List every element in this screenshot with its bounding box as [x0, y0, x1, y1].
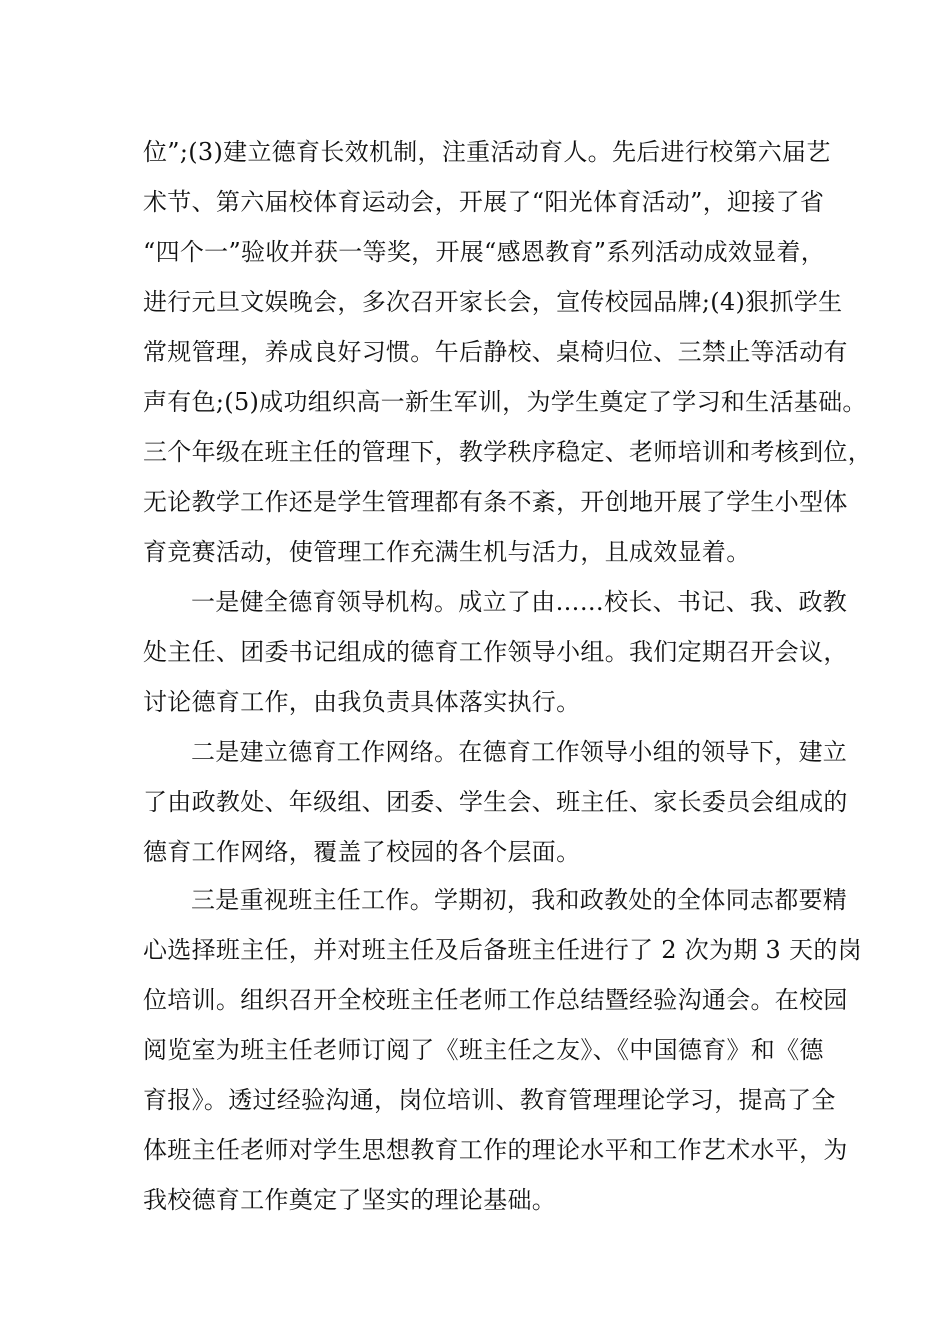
text-line: 育竞赛活动，使管理工作充满生机与活力，且成效显着。 [143, 538, 751, 566]
text-line: 体班主任老师对学生思想教育工作的理论水平和工作艺术水平，为 [143, 1136, 848, 1164]
paragraph-first-line: 二是建立德育工作网络。在德育工作领导小组的领导下，建立 [191, 738, 848, 766]
text-line: 常规管理，养成良好习惯。午后静校、桌椅归位、三禁止等活动有 [143, 338, 848, 366]
text-line: 处主任、团委书记组成的德育工作领导小组。我们定期召开会议， [143, 638, 848, 666]
text-line: 育报》。透过经验沟通，岗位培训、教育管理理论学习，提高了全 [143, 1086, 836, 1114]
text-line: 我校德育工作奠定了坚实的理论基础。 [143, 1186, 557, 1214]
text-line: “四个一”验收并获一等奖，开展“感恩教育”系列活动成效显着， [143, 238, 826, 266]
paragraph-first-line: 一是健全德育领导机构。成立了由……校长、书记、我、政教 [191, 588, 848, 616]
text-line: 位培训。组织召开全校班主任老师工作总结暨经验沟通会。在校园 [143, 986, 848, 1014]
text-line: 阅览室为班主任老师订阅了《班主任之友》、《中国德育》和《德 [143, 1036, 824, 1064]
text-line: 德育工作网络，覆盖了校园的各个层面。 [143, 838, 581, 866]
text-line: 声有色;(5)成功组织高一新生军训，为学生奠定了学习和生活基础。 [143, 388, 867, 416]
text-line: 讨论德育工作，由我负责具体落实执行。 [143, 688, 581, 716]
text-line: 了由政教处、年级组、团委、学生会、班主任、家长委员会组成的 [143, 788, 848, 816]
text-line: 进行元旦文娱晚会，多次召开家长会，宣传校园品牌;(4)狠抓学生 [143, 288, 843, 316]
text-line: 术节、第六届校体育运动会，开展了“阳光体育活动”，迎接了省 [143, 188, 825, 216]
paragraph-first-line: 三是重视班主任工作。学期初，我和政教处的全体同志都要精 [191, 886, 848, 914]
text-line: 位”;(3)建立德育长效机制，注重活动育人。先后进行校第六届艺 [143, 138, 831, 166]
text-line: 三个年级在班主任的管理下，教学秩序稳定、老师培训和考核到位， [143, 438, 872, 466]
text-line: 心选择班主任，并对班主任及后备班主任进行了 2 次为期 3 天的岗 [143, 936, 862, 964]
text-line: 无论教学工作还是学生管理都有条不紊，开创地开展了学生小型体 [143, 488, 848, 516]
